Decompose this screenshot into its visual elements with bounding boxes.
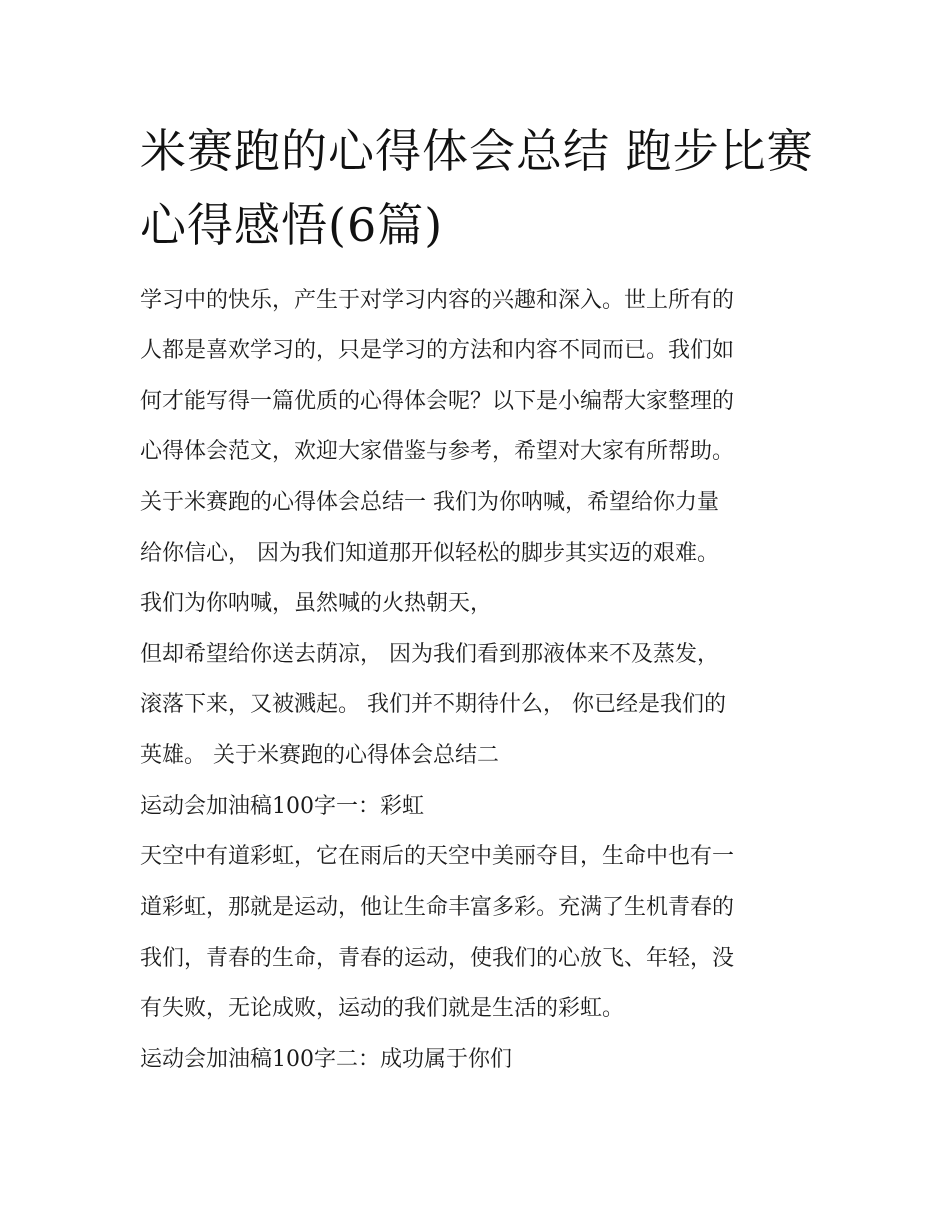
body-line-5: 关于米赛跑的心得体会总结一 我们为你呐喊，希望给你力量 xyxy=(140,490,719,515)
body-line-14: 我们，青春的生命，青春的运动，使我们的心放飞、年轻，没 xyxy=(140,946,735,971)
body-line-4: 心得体会范文，欢迎大家借鉴与参考，希望对大家有所帮助。 xyxy=(140,439,735,464)
body-line-6: 给你信心， 因为我们知道那开似轻松的脚步其实迈的艰难。 xyxy=(140,541,719,566)
body-line-3: 何才能写得一篇优质的心得体会呢？以下是小编帮大家整理的 xyxy=(140,389,735,414)
body-line-7: 我们为你呐喊，虽然喊的火热朝天， xyxy=(140,591,493,616)
body-line-9: 滚落下来，又被溅起。 我们并不期待什么， 你已经是我们的 xyxy=(140,692,726,717)
body-line-2: 人都是喜欢学习的，只是学习的方法和内容不同而已。我们如 xyxy=(140,338,735,363)
body-line-15: 有失败，无论成败，运动的我们就是生活的彩虹。 xyxy=(140,996,625,1021)
document-title: 米赛跑的心得体会总结 跑步比赛心得感悟(6篇) xyxy=(140,124,814,252)
body-line-13: 道彩虹，那就是运动，他让生命丰富多彩。充满了生机青春的 xyxy=(140,895,735,920)
body-line-1: 学习中的快乐，产生于对学习内容的兴趣和深入。世上所有的 xyxy=(140,288,735,313)
section-heading-1: 运动会加油稿100字一：彩虹 xyxy=(140,794,424,819)
section-heading-2: 运动会加油稿100字二：成功属于你们 xyxy=(140,1047,512,1072)
body-line-12: 天空中有道彩虹，它在雨后的天空中美丽夺目，生命中也有一 xyxy=(140,844,735,869)
body-line-10: 英雄。 关于米赛跑的心得体会总结二 xyxy=(140,743,499,768)
body-line-8: 但却希望给你送去荫凉， 因为我们看到那液体来不及蒸发， xyxy=(140,642,719,667)
